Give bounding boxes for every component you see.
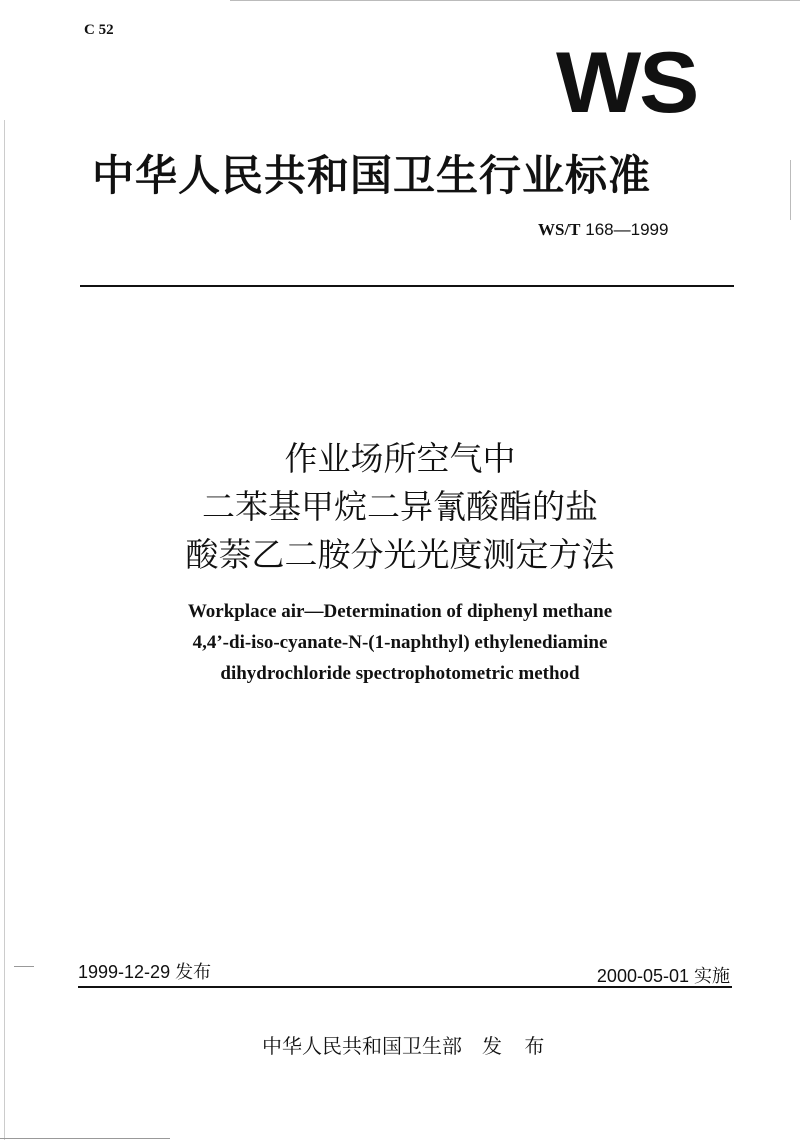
english-title-line: Workplace air—Determination of diphenyl methane [187,601,613,622]
chinese-title-line: 作业场所空气中 [284,439,516,478]
header-divider [80,285,734,287]
publisher [262,1030,552,1059]
standard-number [538,220,668,240]
english-title-line: 4,4’-di-iso-cyanate-N-(1-naphthyl) ethylenediamine [192,632,608,653]
chinese-title-line: 酸萘乙二胺分光光度测定方法 [185,535,615,574]
publisher-verb: 发 布 [482,1034,553,1058]
standard-number-value: 168—1999 [585,220,669,239]
scan-artifact-line [0,1138,170,1139]
english-title [100,596,700,689]
issue-date: 1999-12-29 发布 [78,962,212,982]
footer-divider [78,986,732,988]
scan-artifact-edge [790,160,791,220]
ws-logo: WS [556,35,698,131]
english-title-line: dihydrochloride spectrophotometric method [220,663,580,684]
chinese-title-line: 二苯基甲烷二异氰酸酯的盐 [202,487,598,526]
standard-category-title: 中华人民共和国卫生行业标准 [92,151,652,200]
scan-artifact-line [230,0,800,1]
standard-number-prefix: WS/T [538,220,581,239]
classification-code: C 52 [84,22,114,38]
publisher-name: 中华人民共和国卫生部 [262,1034,462,1058]
chinese-title [100,435,700,579]
scan-artifact-tick [14,966,34,967]
scan-artifact-edge [4,120,5,1140]
implementation-date: 2000-05-01 实施 [596,966,730,986]
